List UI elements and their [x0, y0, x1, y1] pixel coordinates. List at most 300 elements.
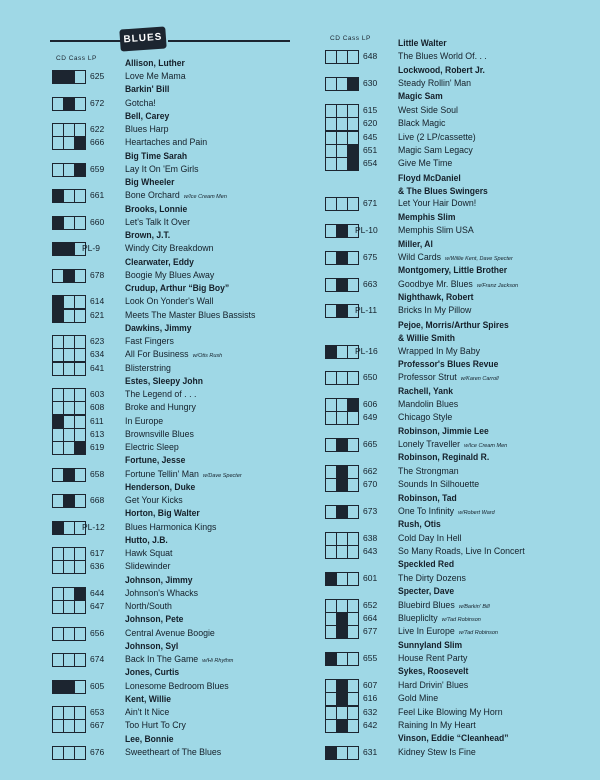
format-checkboxes: [52, 521, 84, 535]
format-checkboxes: [52, 269, 84, 283]
release-row: [52, 70, 322, 84]
album-title: Sweetheart of The Blues: [125, 746, 222, 757]
format-checkboxes: [325, 157, 357, 171]
format-checkboxes: [52, 428, 84, 442]
catalog-number: 677: [363, 626, 378, 637]
release-row: [325, 371, 595, 385]
album-title: Give Me Time: [398, 158, 453, 169]
album-title: Brownsville Blues: [125, 428, 194, 439]
album-title: Ain't It Nice: [125, 707, 170, 718]
album-title: Sounds In Silhouette: [398, 479, 480, 490]
format-box-lp[interactable]: [347, 117, 359, 131]
album-title: The Blues World Of. . .: [398, 51, 487, 62]
album-title: Memphis Slim USA: [398, 225, 474, 236]
album-title: Blues Harp: [125, 124, 169, 135]
release-row: [325, 157, 595, 171]
catalog-number: 651: [363, 144, 378, 155]
release-row: [325, 117, 595, 131]
format-box-lp[interactable]: [347, 625, 359, 639]
format-lp-label: LP: [361, 35, 371, 42]
album-title: Slidewinder: [125, 561, 171, 572]
format-box-lp[interactable]: [74, 163, 86, 177]
catalog-number: 623: [90, 336, 105, 347]
catalog-number: 676: [90, 746, 105, 757]
catalog-number: 605: [90, 680, 105, 691]
release-row: [52, 746, 322, 760]
artist-name: Johnson, Pete: [125, 614, 184, 625]
artist-name: Professor's Blues Revue: [398, 358, 499, 369]
album-title: Chicago Style: [398, 412, 453, 423]
album-title: Magic Sam Legacy: [398, 144, 473, 155]
artist-name: Bell, Carey: [125, 110, 170, 121]
release-row: [52, 706, 322, 720]
release-row: [52, 428, 322, 442]
format-checkboxes: [52, 242, 84, 256]
format-box-lp[interactable]: [347, 706, 359, 720]
release-row: [52, 189, 322, 203]
format-box-lp[interactable]: [74, 719, 86, 733]
format-checkboxes: [52, 189, 84, 203]
catalog-number: 615: [363, 104, 378, 115]
catalog-number: 611: [90, 415, 104, 426]
collaborator-note: w/Ice Cream Men: [464, 443, 508, 450]
catalog-number: 656: [90, 627, 105, 638]
release-row: [52, 136, 322, 150]
release-row: [325, 612, 595, 626]
collaborator-note: w/Otis Rush: [192, 353, 223, 360]
format-checkboxes: [325, 478, 357, 492]
format-checkboxes: [325, 224, 357, 238]
catalog-number: 631: [363, 746, 378, 757]
catalog-number: 671: [363, 198, 378, 209]
format-checkboxes: [325, 398, 357, 412]
release-row: [52, 242, 322, 256]
format-box-lp[interactable]: [347, 371, 359, 385]
release-row: [52, 123, 322, 137]
artist-name: Nighthawk, Robert: [398, 292, 474, 303]
album-title: Johnson's Whacks: [125, 587, 199, 598]
format-checkboxes: [52, 468, 84, 482]
artist-name: Lee, Bonnie: [125, 733, 174, 744]
format-box-lp[interactable]: [74, 415, 86, 429]
album-title: Bricks In My Pillow: [398, 305, 472, 316]
format-checkboxes: [52, 295, 84, 309]
format-box-lp[interactable]: [74, 309, 86, 323]
release-row: [52, 216, 322, 230]
album-title: Kidney Stew Is Fine: [398, 746, 476, 757]
format-box-lp[interactable]: [347, 679, 359, 693]
album-title: Meets The Master Blues Bassists: [125, 309, 256, 320]
format-box-lp[interactable]: [74, 401, 86, 415]
format-box-lp[interactable]: [347, 652, 359, 666]
format-checkboxes: [325, 438, 357, 452]
format-checkboxes: [325, 278, 357, 292]
format-checkboxes: [52, 547, 84, 561]
catalog-number: 616: [363, 693, 378, 704]
artist-name: Allison, Luther: [125, 58, 185, 68]
catalog-number: 642: [363, 719, 378, 730]
format-box-lp[interactable]: [74, 627, 86, 641]
album-title: North/South: [125, 601, 172, 612]
format-checkboxes: [52, 97, 84, 111]
format-checkboxes: [52, 415, 84, 429]
catalog-number: 608: [90, 402, 105, 413]
album-title: Back In The Game w/Hi Rhythm: [125, 654, 234, 665]
release-row: [325, 197, 595, 211]
catalog-number: 653: [90, 707, 105, 718]
format-box-lp[interactable]: [347, 144, 359, 158]
format-checkboxes: [325, 652, 357, 666]
format-box-lp[interactable]: [347, 478, 359, 492]
format-box-lp[interactable]: [347, 746, 359, 760]
format-box-lp[interactable]: [74, 587, 86, 601]
release-row: [52, 719, 322, 733]
catalog-number: 675: [363, 251, 378, 262]
release-row: [52, 653, 322, 667]
format-checkboxes: [325, 625, 357, 639]
catalog-number: PL-9: [82, 243, 100, 254]
catalog-number: 664: [363, 612, 378, 623]
format-box-lp[interactable]: [74, 441, 86, 455]
catalog-number: 632: [363, 706, 378, 717]
album-title: Lay It On 'Em Girls: [125, 163, 199, 174]
artist-name: Horton, Big Walter: [125, 508, 200, 519]
catalog-number: 601: [363, 572, 378, 583]
artist-name: Estes, Sleepy John: [125, 375, 203, 386]
album-title: Hawk Squat: [125, 548, 173, 559]
album-title: Gotcha!: [125, 97, 156, 108]
album-title: Bluepliclty w/Tad Robinson: [398, 612, 481, 623]
release-row: [325, 679, 595, 693]
release-row: [52, 309, 322, 323]
catalog-number: 606: [363, 399, 378, 409]
artist-name: Henderson, Duke: [125, 481, 196, 492]
artist-name: Kent, Willie: [125, 693, 172, 704]
release-row: [325, 625, 595, 639]
artist-name: Sykes, Roosevelt: [398, 666, 469, 677]
format-box-lp[interactable]: [347, 612, 359, 626]
format-checkboxes: [52, 309, 84, 323]
format-checkboxes: [52, 706, 84, 720]
artist-name: Johnson, Syl: [125, 640, 179, 651]
catalog-number: 643: [363, 546, 378, 557]
left-column: [52, 0, 352, 780]
format-checkboxes: [325, 304, 357, 318]
catalog-number: 647: [90, 601, 105, 612]
format-checkboxes: [52, 653, 84, 667]
format-checkboxes: [325, 77, 357, 91]
format-cass-label: Cass: [342, 35, 360, 42]
album-title: Wild Cards w/Willie Kent, Dave Specter: [398, 251, 513, 262]
format-cd-label: CD: [330, 35, 341, 42]
release-row: [325, 224, 595, 238]
format-box-lp[interactable]: [347, 104, 359, 118]
format-checkboxes: [52, 494, 84, 508]
collaborator-note: w/Franz Jackson: [476, 282, 519, 289]
format-box-lp[interactable]: [74, 428, 86, 442]
format-checkboxes: [52, 136, 84, 150]
format-checkboxes: [52, 627, 84, 641]
format-box-lp[interactable]: [74, 468, 86, 482]
format-box-lp[interactable]: [347, 251, 359, 265]
release-row: [52, 600, 322, 614]
format-checkboxes: [325, 706, 357, 720]
artist-name: Robinson, Jimmie Lee: [398, 425, 489, 436]
format-box-lp[interactable]: [347, 505, 359, 519]
release-row: [325, 505, 595, 519]
format-box-lp[interactable]: [74, 547, 86, 561]
album-title: Steady Rollin' Man: [398, 78, 472, 89]
catalog-number: 636: [90, 561, 105, 572]
release-row: [325, 278, 595, 292]
format-checkboxes: [325, 719, 357, 733]
release-row: [325, 572, 595, 586]
collaborator-note: w/Barkin' Bill: [458, 603, 490, 610]
catalog-number: PL-12: [82, 521, 105, 532]
format-checkboxes: [325, 545, 357, 559]
release-row: [52, 362, 322, 376]
format-box-lp[interactable]: [74, 269, 86, 283]
catalog-number: 650: [363, 372, 378, 383]
format-box-lp[interactable]: [347, 197, 359, 211]
format-box-lp[interactable]: [347, 398, 359, 412]
release-row: [325, 345, 595, 359]
release-row: [52, 441, 322, 455]
artist-name: Rush, Otis: [398, 519, 441, 530]
album-title: Bone Orchard w/Ice Cream Men: [125, 190, 227, 201]
format-box-lp[interactable]: [347, 599, 359, 613]
release-row: [325, 304, 595, 318]
release-row: [325, 144, 595, 158]
album-title: The Strongman: [398, 465, 459, 476]
catalog-number: 660: [90, 216, 105, 227]
format-checkboxes: [52, 123, 84, 137]
release-row: [325, 438, 595, 452]
release-row: [52, 468, 322, 482]
artist-name: Hutto, J.B.: [125, 534, 168, 545]
release-row: [52, 269, 322, 283]
catalog-number: 663: [363, 278, 378, 289]
collaborator-note: w/Tad Robinson: [441, 616, 481, 623]
format-box-lp[interactable]: [347, 692, 359, 706]
format-checkboxes: [52, 719, 84, 733]
format-box-lp[interactable]: [74, 746, 86, 760]
catalog-number: 619: [90, 442, 105, 453]
artist-name: Big Wheeler: [125, 177, 175, 188]
album-title: House Rent Party: [398, 653, 468, 664]
format-checkboxes: [325, 371, 357, 385]
format-cass-label: Cass: [68, 55, 86, 62]
artist-name: Fortune, Jesse: [125, 455, 186, 466]
format-box-lp[interactable]: [74, 348, 86, 362]
format-box-lp[interactable]: [347, 77, 359, 91]
release-row: [325, 77, 595, 91]
format-box-lp[interactable]: [74, 706, 86, 720]
album-title: Love Me Mama: [125, 71, 186, 82]
catalog-number: 603: [90, 389, 105, 400]
format-box-lp[interactable]: [74, 295, 86, 309]
section-badge: BLUES: [119, 26, 166, 51]
release-row: [325, 251, 595, 265]
format-box-lp[interactable]: [347, 157, 359, 171]
format-box-lp[interactable]: [347, 411, 359, 425]
album-title: Let Your Hair Down!: [398, 198, 477, 209]
album-title: Bluebird Blues w/Barkin' Bill: [398, 599, 490, 610]
format-box-lp[interactable]: [74, 560, 86, 574]
format-checkboxes: [325, 131, 357, 145]
format-checkboxes: [325, 50, 357, 64]
format-box-lp[interactable]: [74, 189, 86, 203]
catalog-number: 666: [90, 137, 105, 148]
catalog-number: 659: [90, 163, 105, 174]
album-title: Look On Yonder's Wall: [125, 296, 214, 307]
release-row: [325, 706, 595, 720]
catalog-number: 655: [363, 653, 378, 664]
format-box-lp[interactable]: [74, 136, 86, 150]
format-checkboxes: [325, 612, 357, 626]
catalog-number: 641: [90, 362, 105, 373]
album-title: Boogie My Blues Away: [125, 269, 215, 280]
catalog-number: 620: [363, 118, 378, 129]
catalog-number: 665: [363, 439, 378, 450]
release-row: [325, 411, 595, 425]
format-box-lp[interactable]: [347, 545, 359, 559]
format-box-lp[interactable]: [74, 600, 86, 614]
collaborator-note: w/Willie Kent, Dave Specter: [445, 255, 513, 262]
artist-name: Crudup, Arthur “Big Boy”: [125, 283, 230, 294]
release-row: [325, 465, 595, 479]
release-row: [325, 746, 595, 760]
artist-name: Speckled Red: [398, 559, 455, 570]
catalog-number: 673: [363, 505, 378, 516]
album-title: The Legend of . . .: [125, 389, 197, 400]
format-box-lp[interactable]: [347, 572, 359, 586]
format-box-lp[interactable]: [74, 70, 86, 84]
format-box-lp[interactable]: [74, 388, 86, 402]
format-box-lp[interactable]: [74, 216, 86, 230]
release-row: [325, 719, 595, 733]
artist-name: Clearwater, Eddy: [125, 256, 194, 267]
format-box-lp[interactable]: [347, 465, 359, 479]
catalog-number: 648: [363, 51, 378, 62]
artist-name: Robinson, Tad: [398, 492, 457, 503]
album-title: Blues Harmonica Kings: [125, 521, 217, 532]
catalog-number: 621: [90, 309, 105, 320]
format-checkboxes: [325, 572, 357, 586]
format-box-lp[interactable]: [74, 97, 86, 111]
format-box-lp[interactable]: [347, 278, 359, 292]
format-checkboxes: [325, 251, 357, 265]
catalog-number: 670: [363, 479, 378, 490]
format-box-lp[interactable]: [347, 438, 359, 452]
catalog-number: 667: [90, 720, 105, 731]
album-title: So Many Roads, Live In Concert: [398, 546, 525, 557]
format-checkboxes: [325, 692, 357, 706]
collaborator-note: w/Karen Carroll: [460, 376, 499, 383]
album-title: Live (2 LP/cassette): [398, 131, 476, 142]
artist-name: Memphis Slim: [398, 211, 456, 222]
catalog-number: 668: [90, 495, 105, 506]
album-title: Wrapped In My Baby: [398, 345, 480, 356]
release-row: [52, 560, 322, 574]
album-title: Get Your Kicks: [125, 495, 183, 506]
format-checkboxes: [325, 117, 357, 131]
album-title: Fast Fingers: [125, 336, 174, 347]
album-title: Goodbye Mr. Blues w/Franz Jackson: [398, 278, 519, 289]
album-title: Black Magic: [398, 118, 446, 129]
album-title: The Dirty Dozens: [398, 572, 466, 583]
format-checkboxes: [325, 465, 357, 479]
catalog-number: PL-11: [355, 305, 378, 316]
album-title: West Side Soul: [398, 104, 458, 115]
catalog-number: 614: [90, 296, 105, 307]
release-row: [52, 348, 322, 362]
release-row: [52, 627, 322, 641]
right-column: [325, 0, 600, 780]
catalog-number: 649: [363, 412, 378, 423]
artist-name: Montgomery, Little Brother: [398, 265, 508, 276]
release-row: [52, 163, 322, 177]
format-box-lp[interactable]: [74, 653, 86, 667]
album-title: Windy City Breakdown: [125, 243, 214, 254]
release-row: [52, 494, 322, 508]
album-title: Fortune Tellin' Man w/Dave Specter: [125, 468, 242, 479]
album-title: Electric Sleep: [125, 442, 179, 453]
artist-name: Big Time Sarah: [125, 150, 188, 161]
collaborator-note: w/Robert Ward: [458, 509, 495, 516]
catalog-number: 662: [363, 465, 378, 476]
format-box-lp[interactable]: [74, 362, 86, 376]
release-row: [52, 335, 322, 349]
format-checkboxes: [325, 505, 357, 519]
format-box-lp[interactable]: [347, 131, 359, 145]
artist-name: Floyd McDaniel & The Blues Swingers: [398, 172, 488, 197]
artist-name: Brown, J.T.: [125, 230, 171, 241]
artist-name: Pejoe, Morris/Arthur Spires & Willie Smith: [398, 319, 509, 344]
catalog-number: 625: [90, 71, 105, 82]
format-checkboxes: [325, 411, 357, 425]
album-title: Gold Mine: [398, 693, 439, 704]
format-box-lp[interactable]: [74, 680, 86, 694]
catalog-number: 658: [90, 468, 105, 479]
format-box-lp[interactable]: [74, 335, 86, 349]
artist-name: Little Walter: [398, 38, 447, 48]
artist-name: Sunnyland Slim: [398, 639, 463, 650]
album-title: Raining In My Heart: [398, 719, 476, 730]
format-box-lp[interactable]: [347, 532, 359, 546]
album-title: All For Business w/Otis Rush: [125, 349, 223, 360]
format-box-lp[interactable]: [347, 50, 359, 64]
artist-name: Johnson, Jimmy: [125, 574, 193, 585]
catalog-number: 678: [90, 269, 105, 280]
catalog-number: PL-10: [355, 225, 378, 236]
format-checkboxes: [325, 144, 357, 158]
format-box-lp[interactable]: [74, 123, 86, 137]
artist-name: Specter, Dave: [398, 586, 455, 597]
format-checkboxes: [325, 746, 357, 760]
release-row: [325, 104, 595, 118]
artist-name: Magic Sam: [398, 91, 443, 102]
catalog-number: 634: [90, 349, 105, 360]
format-checkboxes: [52, 216, 84, 230]
format-checkboxes: [52, 401, 84, 415]
format-box-lp[interactable]: [74, 494, 86, 508]
collaborator-note: w/Tad Robinson: [458, 630, 498, 637]
format-checkboxes: [325, 599, 357, 613]
catalog-number: 638: [363, 532, 378, 543]
artist-name: Jones, Curtis: [125, 667, 180, 678]
format-box-lp[interactable]: [347, 719, 359, 733]
